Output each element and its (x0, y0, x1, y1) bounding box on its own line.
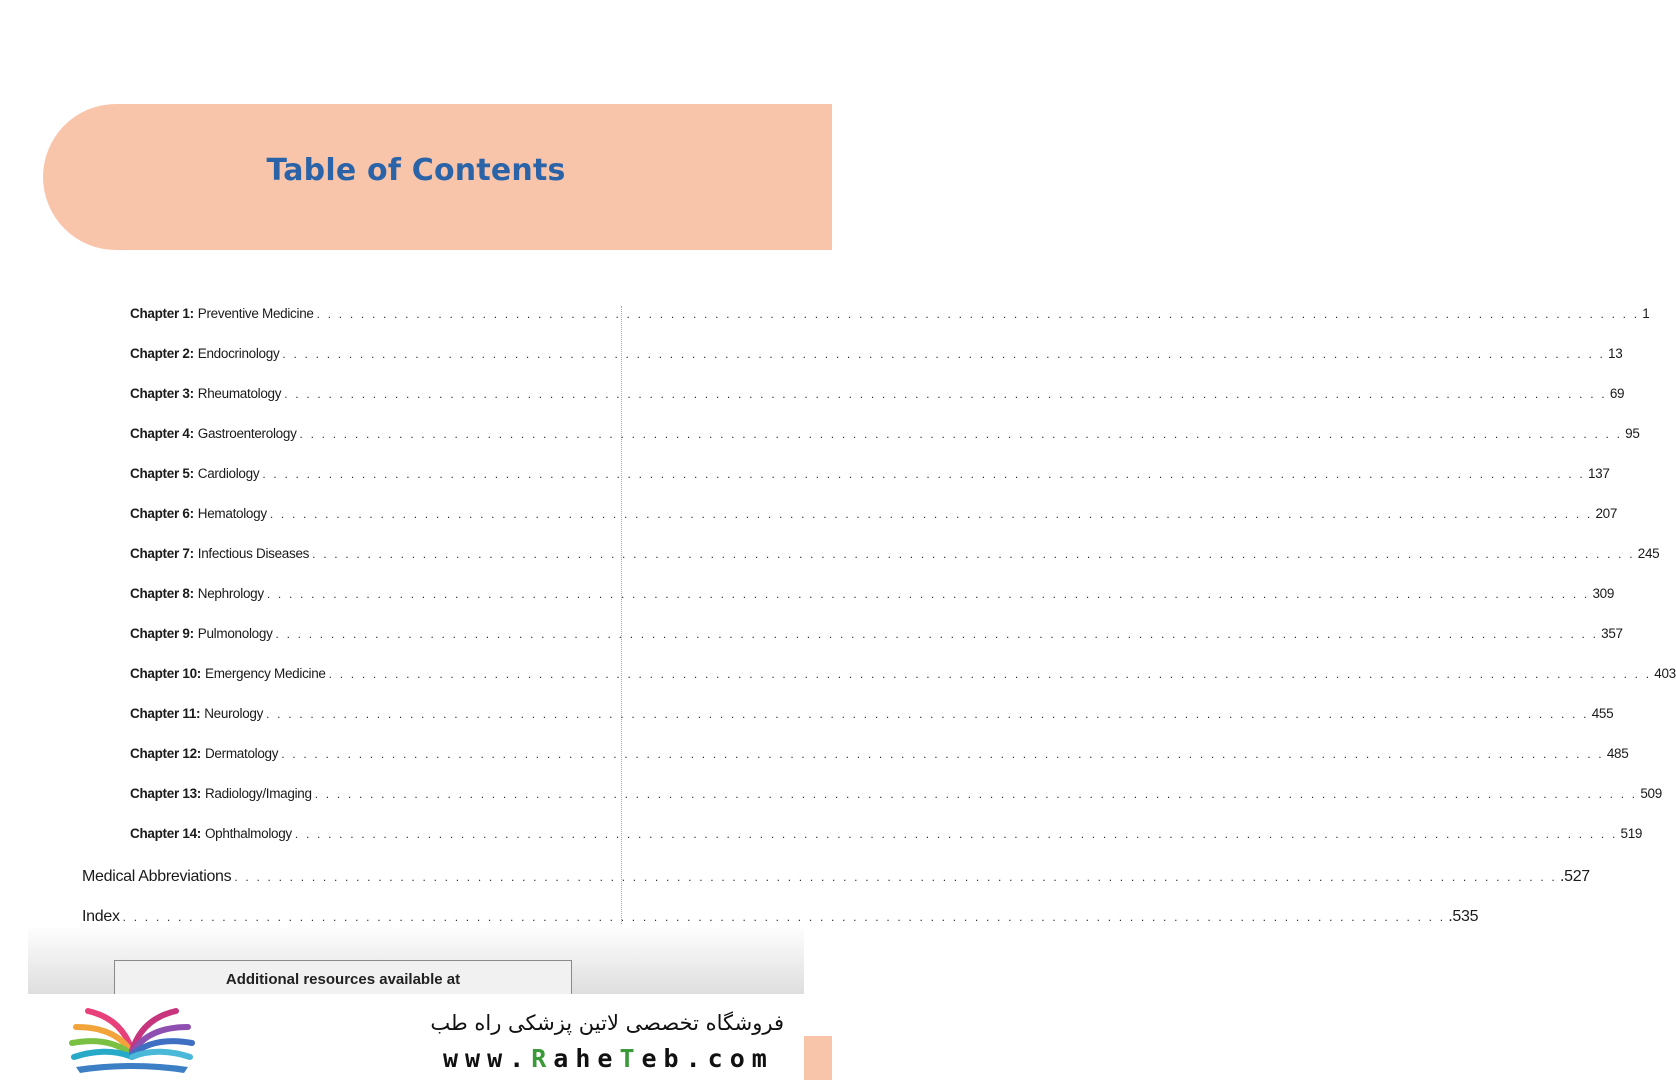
toc-page-number: 455 (1591, 706, 1614, 721)
toc-page-number: 95 (1625, 426, 1640, 441)
toc-entry-title: Index (82, 908, 120, 925)
toc-chapter-label: Chapter 4: (130, 426, 194, 441)
toc-chapter-entry[interactable] (130, 746, 1629, 761)
toc-page-number: 207 (1595, 506, 1618, 521)
toc-entry-title: Endocrinology (197, 346, 280, 361)
toc-entry-title: Rheumatology (197, 386, 282, 401)
toc-chapter-entry[interactable] (130, 546, 1660, 561)
toc-page-number: .535 (1448, 908, 1479, 925)
watermark-persian-text: فروشگاه تخصصی لاتین پزشکی راه طب (430, 1011, 784, 1035)
toc-page-number: 13 (1608, 346, 1623, 361)
toc-dot-leader: . . . . . . . . . . . . . . . . . . . . . . . . . . . . . . . . . . . . . . . . . . . . . . . . . . . . . . . . . . . . . . . . . . . . . . . . . . . . . . . . . . . . . . . . . . . . . . . . . . . . . . . . . . . . . . . . . . . . . . . . (312, 547, 1635, 561)
toc-page-number: 403 (1654, 666, 1676, 681)
dotted-divider (621, 306, 622, 996)
toc-page-number: 69 (1609, 386, 1625, 401)
toc-dot-leader: . . . . . . . . . . . . . . . . . . . . . . . . . . . . . . . . . . . . . . . . . . . . . . . . . . . . . . . . . . . . . . . . . . . . . . . . . . . . . . . . . . . . . . . . . . . . . . . . . . . . . . . . . . . . . . . . . . . . . . . . (316, 307, 1640, 321)
toc-entry-title: Preventive Medicine (197, 306, 314, 321)
toc-chapter-entry[interactable] (130, 786, 1662, 801)
toc-entry-title: Neurology (204, 706, 264, 721)
toc-chapter-entry[interactable] (130, 666, 1676, 681)
toc-dot-leader: . . . . . . . . . . . . . . . . . . . . . . . . . . . . . . . . . . . . . . . . . . . . . . . . . . . . . . . . . . . . . . . . . . . . . . . . . . . . . . . . . . . . . . . . . . . . . . . . . . . . . . . . . . . . . . . . . . . . . . . . (314, 787, 1638, 801)
toc-page-number: 485 (1606, 746, 1629, 761)
toc-dot-leader: . . . . . . . . . . . . . . . . . . . . . . . . . . . . . . . . . . . . . . . . . . . . . . . . . . . . . . . . . . . . . . . . . . . . . . . . . . . . . . . . . . . . . . . . . . . . . . . . . . . . . . . . . . . . . . . . . . . . . . . . (284, 387, 1607, 401)
toc-dot-leader: . . . . . . . . . . . . . . . . . . . . . . . . . . . . . . . . . . . . . . . . . . . . . . . . . . . . . . . . . . . . . . . . . . . . . . . . . . . . . . . . . . . . . . . . . . . . . . . . . . . . . . . . . . . . . . . . . . . . . . . . (294, 827, 1618, 841)
toc-entry-title: Dermatology (204, 746, 279, 761)
toc-entry-title: Nephrology (197, 586, 264, 601)
toc-chapter-entry[interactable] (130, 466, 1610, 481)
toc-dot-leader: . . . . . . . . . . . . . . . . . . . . . . . . . . . . . . . . . . . . . . . . . . . . . . . . . . . . . . . . . . . . . . . . . . . . . . . . . . . . . . . . . . . . . . . . . . . . . . . . . . . . . . . . . . . . . . . . . . . . . . . . (328, 667, 1652, 681)
toc-page-number: 519 (1620, 826, 1643, 841)
toc-chapter-entry[interactable] (130, 626, 1623, 641)
toc-chapter-entry[interactable] (130, 826, 1643, 841)
toc-chapter-label: Chapter 12: (130, 746, 201, 761)
watermark-url[interactable] (443, 1044, 774, 1073)
toc-entry-title: Pulmonology (197, 626, 273, 641)
url-suffix: .com (685, 1044, 774, 1073)
url-letter-r: R (531, 1044, 554, 1073)
toc-chapter-label: Chapter 1: (130, 306, 194, 321)
toc-entry-title: Gastroenterology (197, 426, 297, 441)
toc-page-number: 509 (1640, 786, 1662, 801)
toc-dot-leader: . . . . . . . . . . . . . . . . . . . . . . . . . . . . . . . . . . . . . . . . . . . . . . . . . . . . . . . . . . . . . . . . . . . . . . . . . . . . . . . . . . . . . . . . . . . . . . . . . . . . . . . . . . . . . . . . . . . . . . . . (269, 507, 1593, 521)
toc-chapter-entry[interactable] (130, 386, 1625, 401)
toc-entry-title: Cardiology (197, 466, 260, 481)
toc-dot-leader: . . . . . . . . . . . . . . . . . . . . . . . . . . . . . . . . . . . . . . . . . . . . . . . . . . . . . . . . . . . . . . . . . . . . . . . . . . . . . . . . . . . . . . . . . . . . . . . . . . . . . . . . . . . . . . . . . . . . . . . . (234, 870, 1557, 884)
toc-chapter-entry[interactable] (130, 586, 1615, 601)
toc-chapter-label: Chapter 7: (130, 546, 194, 561)
toc-dot-leader: . . . . . . . . . . . . . . . . . . . . . . . . . . . . . . . . . . . . . . . . . . . . . . . . . . . . . . . . . . . . . . . . . . . . . . . . . . . . . . . . . . . . . . . . . . . . . . . . . . . . . . . . . . . . . . . . . . . . . . . . (275, 627, 1599, 641)
toc-section-entry[interactable] (82, 908, 1479, 926)
toc-chapter-label: Chapter 11: (130, 706, 201, 721)
toc-chapter-label: Chapter 13: (130, 786, 201, 801)
resources-box: Additional resources available at (114, 960, 572, 994)
corner-accent (804, 1036, 832, 1080)
toc-page-number: 137 (1587, 466, 1610, 481)
toc-entry-title: Infectious Diseases (197, 546, 310, 561)
toc-chapter-label: Chapter 5: (130, 466, 194, 481)
toc-entry-title: Ophthalmology (204, 826, 292, 841)
toc-chapter-entry[interactable] (130, 506, 1618, 521)
toc-dot-leader: . . . . . . . . . . . . . . . . . . . . . . . . . . . . . . . . . . . . . . . . . . . . . . . . . . . . . . . . . . . . . . . . . . . . . . . . . . . . . . . . . . . . . . . . . . . . . . . . . . . . . . . . . . . . . . . . . . . . . . . . (262, 467, 1585, 481)
toc-chapter-label: Chapter 14: (130, 826, 201, 841)
open-book-icon (66, 1005, 198, 1077)
toc-chapter-label: Chapter 3: (130, 386, 194, 401)
toc-page-number: 245 (1637, 546, 1660, 561)
toc-dot-leader: . . . . . . . . . . . . . . . . . . . . . . . . . . . . . . . . . . . . . . . . . . . . . . . . . . . . . . . . . . . . . . . . . . . . . . . . . . . . . . . . . . . . . . . . . . . . . . . . . . . . . . . . . . . . . . . . . . . . . . . . (266, 707, 1589, 721)
toc-chapter-label: Chapter 6: (130, 506, 194, 521)
toc-page-number: 357 (1601, 626, 1623, 641)
page-title: Table of Contents (266, 153, 566, 188)
url-part-eb: eb (641, 1044, 686, 1073)
toc-entry-title: Radiology/Imaging (204, 786, 312, 801)
toc-section-entry[interactable] (82, 868, 1590, 886)
toc-chapter-entry[interactable] (130, 346, 1623, 361)
toc-entry-title: Hematology (197, 506, 267, 521)
toc-chapter-label: Chapter 9: (130, 626, 194, 641)
toc-entry-title: Medical Abbreviations (82, 868, 232, 885)
url-part-ahe: ahe (553, 1044, 620, 1073)
toc-page-number: .527 (1559, 868, 1590, 885)
toc-page-number: 1 (1642, 306, 1650, 321)
url-prefix: www. (443, 1044, 532, 1073)
toc-dot-leader: . . . . . . . . . . . . . . . . . . . . . . . . . . . . . . . . . . . . . . . . . . . . . . . . . . . . . . . . . . . . . . . . . . . . . . . . . . . . . . . . . . . . . . . . . . . . . . . . . . . . . . . . . . . . . . . . . . . . . . . . (266, 587, 1590, 601)
toc-dot-leader: . . . . . . . . . . . . . . . . . . . . . . . . . . . . . . . . . . . . . . . . . . . . . . . . . . . . . . . . . . . . . . . . . . . . . . . . . . . . . . . . . . . . . . . . . . . . . . . . . . . . . . . . . . . . . . . . . . . . . . . . (281, 747, 1604, 761)
toc-chapter-entry[interactable] (130, 306, 1650, 321)
toc-entry-title: Emergency Medicine (204, 666, 326, 681)
toc-page-number: 309 (1592, 586, 1615, 601)
toc-chapter-label: Chapter 2: (130, 346, 194, 361)
url-letter-t: T (619, 1044, 642, 1073)
toc-dot-leader: . . . . . . . . . . . . . . . . . . . . . . . . . . . . . . . . . . . . . . . . . . . . . . . . . . . . . . . . . . . . . . . . . . . . . . . . . . . . . . . . . . . . . . . . . . . . . . . . . . . . . . . . . . . . . . . . . . . . . . . . (282, 347, 1606, 361)
toc-dot-leader: . . . . . . . . . . . . . . . . . . . . . . . . . . . . . . . . . . . . . . . . . . . . . . . . . . . . . . . . . . . . . . . . . . . . . . . . . . . . . . . . . . . . . . . . . . . . . . . . . . . . . . . . . . . . . . . . . . . . . . . . (122, 910, 1446, 924)
toc-chapter-label: Chapter 10: (130, 666, 201, 681)
toc-chapter-label: Chapter 8: (130, 586, 194, 601)
toc-chapter-entry[interactable] (130, 426, 1640, 441)
toc-chapter-entry[interactable] (130, 706, 1614, 721)
toc-dot-leader: . . . . . . . . . . . . . . . . . . . . . . . . . . . . . . . . . . . . . . . . . . . . . . . . . . . . . . . . . . . . . . . . . . . . . . . . . . . . . . . . . . . . . . . . . . . . . . . . . . . . . . . . . . . . . . . . . . . . . . . . (299, 427, 1623, 441)
